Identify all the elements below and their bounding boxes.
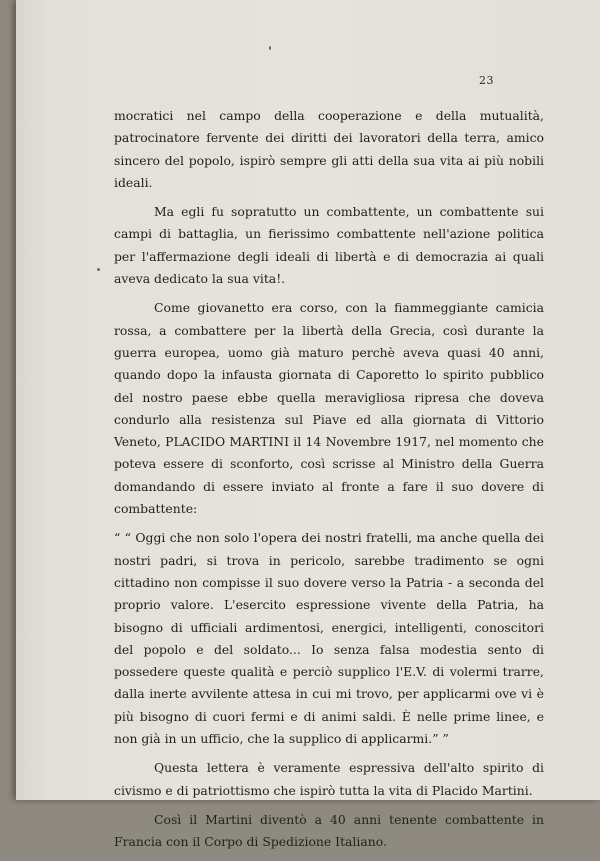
paragraph-cosi-martini: Così il Martini diventò a 40 anni tenente combattente in Francia con il Corpo di Spedizione Italiano. [114, 811, 544, 850]
paper-speck [97, 268, 100, 271]
page-number: 23 [479, 74, 494, 87]
paragraph-combattente: Ma egli fu sopratutto un combattente, un combattente sui campi di battaglia, un fierissimo combattente nell'azione politica per l'affermazione degli ideali di libertà e di democrazia ai quali aveva dedicato la sua vita!. [114, 204, 544, 287]
paper-speck [269, 46, 271, 50]
paragraph-continuation: mocratici nel campo della cooperazione e della mutualità, patrocinatore fervente dei diritti dei lavoratori della terra, amico sincero del popolo, ispirò sempre gli atti della sua vita ai più nobili ideali. [114, 108, 544, 190]
book-page [16, 0, 600, 850]
paragraph-giovanetto: Come giovanetto era corso, con la fiammeggiante camicia rossa, a combattere per la libertà della Grecia, così durante la guerra europea, uomo già maturo perchè aveva quasi 40 anni, quando dopo la infausta giornata di Caporetto lo spirito pubblico del nostro paese ebbe quella meravigliosa ripresa che doveva condurlo alla resistenza sul Piave ed alla giornata di Vittorio Veneto, PLACIDO MARTINI il 14 Novembre 1917, nel momento che poteva essere di sconforto, così scrisse al Ministro della Guerra domandando di essere inviato al fronte a fare il suo dovere di combattente: [114, 300, 544, 517]
paragraph-questa-lettera: Questa lettera è veramente espressiva dell'alto spirito di civismo e di patriottismo che ispirò tutta la vita di Placido Martini. [114, 760, 544, 798]
paragraph-letter-quote: “ “ Oggi che non solo l'opera dei nostri fratelli, ma anche quella dei nostri padri, si trova in pericolo, sarebbe tradimento se ogni cittadino non compisse il suo dovere verso la Patria - a seconda del proprio valore. L'esercito espressione vivente della Patria, ha bisogno di ufficiali ardimentosi, energici, intelligenti, conoscitori del popolo e del soldato... Io senza falsa modestia sento di possedere queste qualità e perciò supplico l'E.V. di volermi trarre, dalla inerte avvilente attesa in cui mi trovo, per applicarmi ove vi è più bisogno di cuori fermi e di animi saldi. È nelle prime linee, e non già in un ufficio, che la supplico di applicarmi.” ” [114, 530, 544, 747]
body-text [114, 105, 544, 861]
